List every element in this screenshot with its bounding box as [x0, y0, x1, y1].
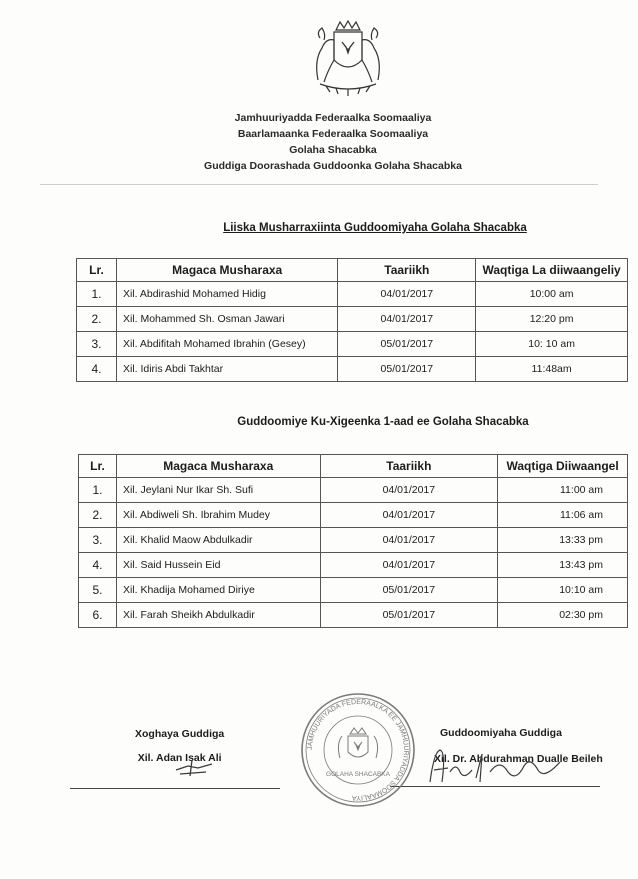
header-house: Golaha Shacabka	[289, 144, 377, 156]
secretary-signature-line	[70, 788, 280, 789]
table-row	[77, 282, 628, 307]
registration-time: 10: 10 am	[476, 332, 628, 357]
table-row	[79, 578, 628, 603]
registration-time: 13:43 pm	[498, 553, 628, 578]
secretary-name: Xil. Adan Isak Ali	[137, 752, 222, 764]
row-number: 1.	[79, 478, 117, 503]
registration-date: 05/01/2017	[320, 603, 498, 628]
table-row	[77, 307, 628, 332]
row-number: 4.	[79, 553, 117, 578]
col-date: Taariikh	[338, 259, 476, 282]
row-number: 6.	[79, 603, 117, 628]
registration-date: 05/01/2017	[320, 578, 498, 603]
candidate-name: Xil. Abdirashid Mohamed Hidig	[116, 282, 338, 307]
candidate-name: Xil. Khalid Maow Abdulkadir	[116, 528, 320, 553]
col-name: Magaca Musharaxa	[116, 259, 338, 282]
col-date: Taariikh	[320, 455, 498, 478]
deputy-speaker-candidates-table	[78, 454, 628, 628]
candidate-name: Xil. Said Hussein Eid	[116, 553, 320, 578]
candidate-name: Xil. Jeylani Nur Ikar Sh. Sufi	[116, 478, 320, 503]
candidate-name: Xil. Abdiweli Sh. Ibrahim Mudey	[116, 503, 320, 528]
coat-of-arms-emblem	[306, 20, 390, 100]
official-stamp	[298, 690, 418, 810]
header-republic: Jamhuuriyadda Federaalka Soomaaliya	[234, 112, 432, 124]
row-number: 3.	[77, 332, 117, 357]
col-time: Waqtiga Diiwaangel	[498, 455, 628, 478]
table-row	[77, 357, 628, 382]
table-header-row	[79, 455, 628, 478]
stamp-ring-text: JAMHUURIYADA FEDERAALKA EE JAMHUURIYADDA SOOMAALIYA	[306, 698, 410, 802]
candidate-name: Xil. Khadija Mohamed Diriye	[116, 578, 320, 603]
registration-date: 04/01/2017	[338, 307, 476, 332]
row-number: 2.	[77, 307, 117, 332]
table-row	[79, 553, 628, 578]
row-number: 5.	[79, 578, 117, 603]
table-row	[79, 603, 628, 628]
header-committee: Guddiga Doorashada Guddoonka Golaha Shacabka	[204, 160, 462, 172]
header-parliament: Baarlamaanka Federaalka Soomaaliya	[237, 128, 429, 140]
table-row	[77, 332, 628, 357]
section2-title: Guddoomiye Ku-Xigeenka 1-aad ee Golaha Shacabka	[237, 416, 529, 428]
chairman-signature-line	[390, 786, 600, 787]
registration-date: 04/01/2017	[320, 528, 498, 553]
registration-time: 11:48am	[476, 357, 628, 382]
table-row	[79, 528, 628, 553]
row-number: 2.	[79, 503, 117, 528]
registration-date: 04/01/2017	[320, 503, 498, 528]
registration-time: 02:30 pm	[498, 603, 628, 628]
row-number: 4.	[77, 357, 117, 382]
registration-date: 04/01/2017	[320, 553, 498, 578]
candidate-name: Xil. Mohammed Sh. Osman Jawari	[116, 307, 338, 332]
candidate-name: Xil. Farah Sheikh Abdulkadir	[116, 603, 320, 628]
secretary-handwritten-signature	[168, 752, 228, 782]
chairman-handwritten-signature	[420, 742, 570, 790]
registration-date: 04/01/2017	[320, 478, 498, 503]
registration-time: 12:20 pm	[476, 307, 628, 332]
registration-date: 05/01/2017	[338, 357, 476, 382]
col-name: Magaca Musharaxa	[116, 455, 320, 478]
registration-time: 13:33 pm	[498, 528, 628, 553]
col-number: Lr.	[79, 455, 117, 478]
speaker-candidates-table	[76, 258, 628, 382]
registration-time: 10:10 am	[498, 578, 628, 603]
registration-time: 11:06 am	[498, 503, 628, 528]
chairman-role: Guddoomiyaha Guddiga	[440, 727, 562, 739]
chairman-name: Xil. Dr. Abdurahman Dualle Beileh	[434, 753, 603, 765]
table-row	[79, 478, 628, 503]
table-header-row	[77, 259, 628, 282]
candidate-name: Xil. Abdifitah Mohamed Ibrahin (Gesey)	[116, 332, 338, 357]
row-number: 3.	[79, 528, 117, 553]
registration-date: 04/01/2017	[338, 282, 476, 307]
registration-date: 05/01/2017	[338, 332, 476, 357]
document-header	[0, 110, 638, 174]
stamp-bottom-text: GOLAHA SHACABKA	[326, 771, 390, 778]
row-number: 1.	[77, 282, 117, 307]
table-row	[79, 503, 628, 528]
col-time: Waqtiga La diiwaangeliy	[476, 259, 628, 282]
registration-time: 11:00 am	[498, 478, 628, 503]
section1-title: Liiska Musharraxiinta Guddoomiyaha Golaha Shacabka	[223, 222, 527, 234]
header-divider	[40, 184, 598, 185]
col-number: Lr.	[77, 259, 117, 282]
registration-time: 10:00 am	[476, 282, 628, 307]
secretary-role: Xoghaya Guddiga	[135, 728, 225, 740]
candidate-name: Xil. Idiris Abdi Takhtar	[116, 357, 338, 382]
